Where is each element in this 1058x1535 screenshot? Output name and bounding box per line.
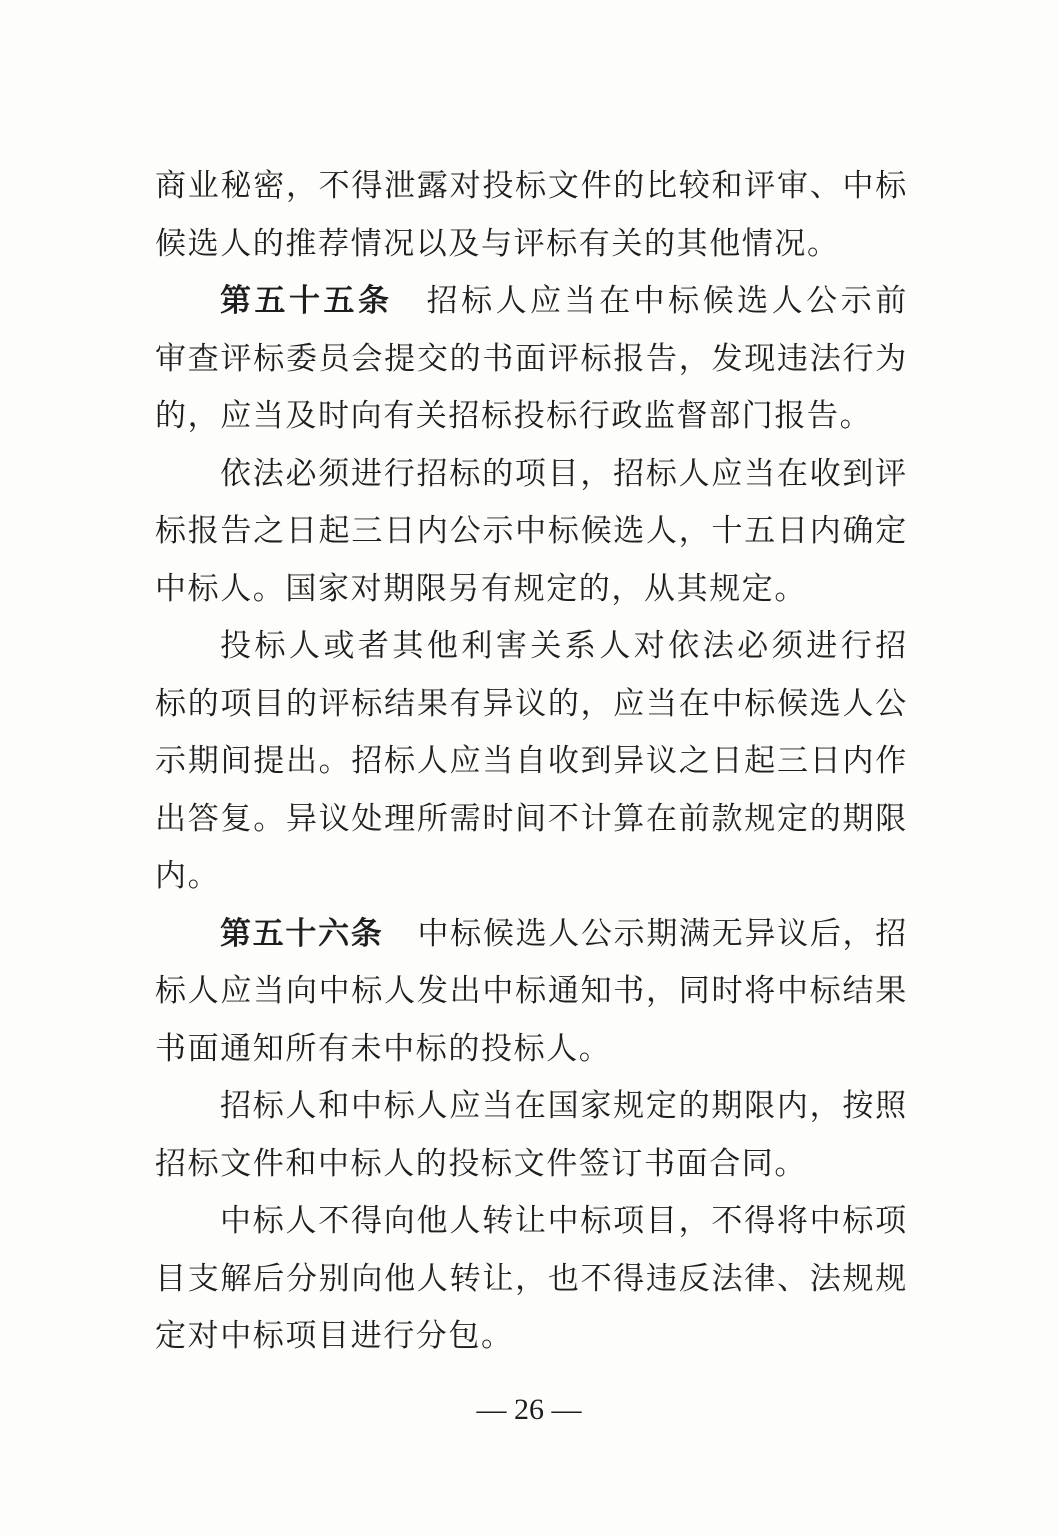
text-line: 招标人和中标人应当在国家规定的期限内，按照 (220, 1088, 907, 1124)
text-line: 的，应当及时向有关招标投标行政监督部门报告。 (155, 398, 873, 434)
paragraph (155, 618, 907, 906)
text-line: 候选人的推荐情况以及与评标有关的其他情况。 (155, 225, 840, 262)
text-line: 审查评标委员会提交的书面评标报告，发现违法行为 (155, 340, 907, 377)
text-line: 中标人不得向他人转让中标项目，不得将中标项 (220, 1203, 907, 1239)
text-line: 书面通知所有未中标的投标人。 (155, 1030, 612, 1067)
paragraph (155, 1193, 907, 1366)
paragraph-article-56 (155, 906, 907, 1079)
text-line: 标报告之日起三日内公示中标候选人，十五日内确定 (155, 513, 907, 549)
text-line: 中标人。国家对期限另有规定的，从其规定。 (155, 570, 807, 607)
body-text (155, 158, 907, 1366)
text-line: 投标人或者其他利害关系人对依法必须进行招 (220, 628, 907, 664)
paragraph-continuation (155, 158, 907, 273)
article-heading: 第五十六条 (220, 915, 384, 952)
text-line: 依法必须进行招标的项目，招标人应当在收到评 (220, 455, 907, 492)
page-number: — 26 — (476, 1393, 582, 1426)
paragraph (155, 1078, 907, 1193)
text-line: 定对中标项目进行分包。 (155, 1318, 514, 1354)
text-line: 示期间提出。招标人应当自收到异议之日起三日内作 (155, 743, 907, 779)
text-line: 目支解后分别向他人转让，也不得违反法律、法规规 (155, 1260, 907, 1297)
text-line: 商业秘密，不得泄露对投标文件的比较和评审、中标 (155, 168, 907, 204)
paragraph (155, 446, 907, 619)
text-line: 标的项目的评标结果有异议的，应当在中标候选人公 (155, 685, 907, 722)
line-text: 招标人应当在中标候选人公示前 (426, 283, 907, 319)
text-line (155, 273, 907, 331)
text-line: 招标文件和中标人的投标文件签订书面合同。 (155, 1145, 807, 1182)
paragraph-article-55 (155, 273, 907, 446)
text-line: 出答复。异议处理所需时间不计算在前款规定的期限 (155, 800, 907, 837)
text-line (155, 906, 907, 964)
line-text: 中标候选人公示期满无异议后，招 (417, 915, 907, 952)
text-line: 标人应当向中标人发出中标通知书，同时将中标结果 (155, 973, 907, 1009)
text-line: 内。 (155, 858, 221, 894)
article-heading: 第五十五条 (220, 283, 393, 319)
